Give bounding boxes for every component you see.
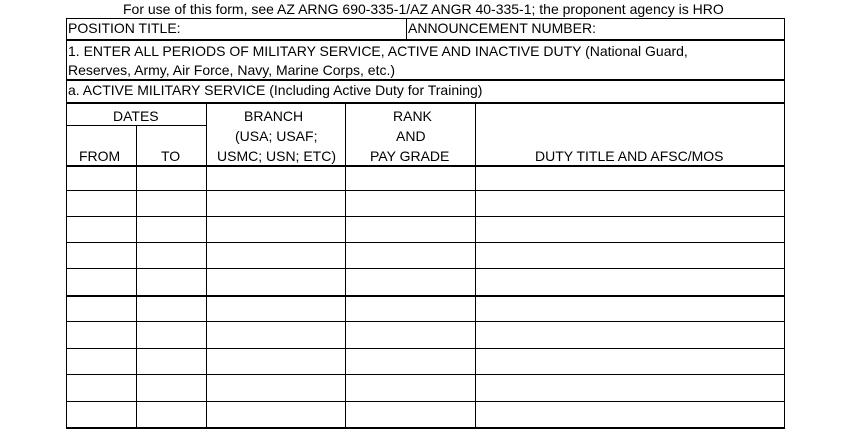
form-header-note: For use of this form, see AZ ARNG 690-335-1/AZ ANGR 40-335-1; the proponent agency is HRO <box>123 1 724 17</box>
branch-cell[interactable] <box>207 349 345 374</box>
to-cell[interactable] <box>137 269 206 295</box>
branch-cell[interactable] <box>207 166 345 190</box>
position-title-label: POSITION TITLE: <box>68 20 181 36</box>
rank-cell[interactable] <box>346 349 475 374</box>
section1-bottom-line <box>66 79 785 81</box>
position-row-bottom-line <box>66 39 785 41</box>
to-cell[interactable] <box>137 349 206 374</box>
duty-title-cell[interactable] <box>476 322 784 348</box>
duty-title-header: DUTY TITLE AND AFSC/MOS <box>535 148 724 164</box>
section1-instruction-line2: Reserves, Army, Air Force, Navy, Marine Corps, etc.) <box>68 62 396 78</box>
rank-cell[interactable] <box>346 243 475 268</box>
from-cell[interactable] <box>67 375 136 401</box>
branch-cell[interactable] <box>207 269 345 295</box>
branch-cell[interactable] <box>207 191 345 216</box>
to-cell[interactable] <box>137 375 206 401</box>
branch-cell[interactable] <box>207 296 345 321</box>
branch-cell[interactable] <box>207 243 345 268</box>
from-cell[interactable] <box>67 191 136 216</box>
duty-title-cell[interactable] <box>476 269 784 295</box>
section-a-label: a. ACTIVE MILITARY SERVICE (Including Active Duty for Training) <box>68 82 483 98</box>
from-cell[interactable] <box>67 166 136 190</box>
from-cell[interactable] <box>67 402 136 427</box>
branch-header-line3: USMC; USN; ETC) <box>217 148 336 164</box>
from-cell[interactable] <box>67 296 136 321</box>
to-cell[interactable] <box>137 191 206 216</box>
section-a-bottom-line <box>66 102 785 104</box>
section1-instruction-line1: 1. ENTER ALL PERIODS OF MILITARY SERVICE, ACTIVE AND INACTIVE DUTY (National Guard, <box>68 43 688 59</box>
rank-cell[interactable] <box>346 269 475 295</box>
rank-cell[interactable] <box>346 166 475 190</box>
rank-header-line2: AND <box>396 128 426 144</box>
duty-title-cell[interactable] <box>476 243 784 268</box>
duty-title-cell[interactable] <box>476 217 784 242</box>
dates-header: DATES <box>113 108 159 124</box>
from-cell[interactable] <box>67 349 136 374</box>
to-cell[interactable] <box>137 217 206 242</box>
from-cell[interactable] <box>67 243 136 268</box>
announcement-number-field[interactable] <box>407 19 784 39</box>
branch-cell[interactable] <box>207 217 345 242</box>
to-cell[interactable] <box>137 402 206 427</box>
duty-title-cell[interactable] <box>476 375 784 401</box>
from-header: FROM <box>79 148 121 164</box>
to-cell[interactable] <box>137 243 206 268</box>
duty-title-cell[interactable] <box>476 296 784 321</box>
duty-title-cell[interactable] <box>476 191 784 216</box>
rank-cell[interactable] <box>346 402 475 427</box>
branch-cell[interactable] <box>207 322 345 348</box>
to-cell[interactable] <box>137 166 206 190</box>
branch-header-line1: BRANCH <box>244 108 304 124</box>
branch-cell[interactable] <box>207 375 345 401</box>
to-header: TO <box>161 148 181 164</box>
rank-cell[interactable] <box>346 322 475 348</box>
duty-title-cell[interactable] <box>476 349 784 374</box>
to-cell[interactable] <box>137 322 206 348</box>
rank-cell[interactable] <box>346 191 475 216</box>
rank-cell[interactable] <box>346 296 475 321</box>
rank-header-line3: PAY GRADE <box>370 148 450 164</box>
from-cell[interactable] <box>67 322 136 348</box>
from-cell[interactable] <box>67 217 136 242</box>
branch-header-line2: (USA; USAF; <box>235 128 318 144</box>
announcement-number-label: ANNOUNCEMENT NUMBER: <box>408 20 596 36</box>
to-cell[interactable] <box>137 296 206 321</box>
rank-cell[interactable] <box>346 217 475 242</box>
duty-title-cell[interactable] <box>476 402 784 427</box>
position-title-field[interactable] <box>67 19 406 39</box>
duty-title-cell[interactable] <box>476 166 784 190</box>
from-cell[interactable] <box>67 269 136 295</box>
rank-header-line1: RANK <box>393 108 432 124</box>
branch-cell[interactable] <box>207 402 345 427</box>
rank-cell[interactable] <box>346 375 475 401</box>
